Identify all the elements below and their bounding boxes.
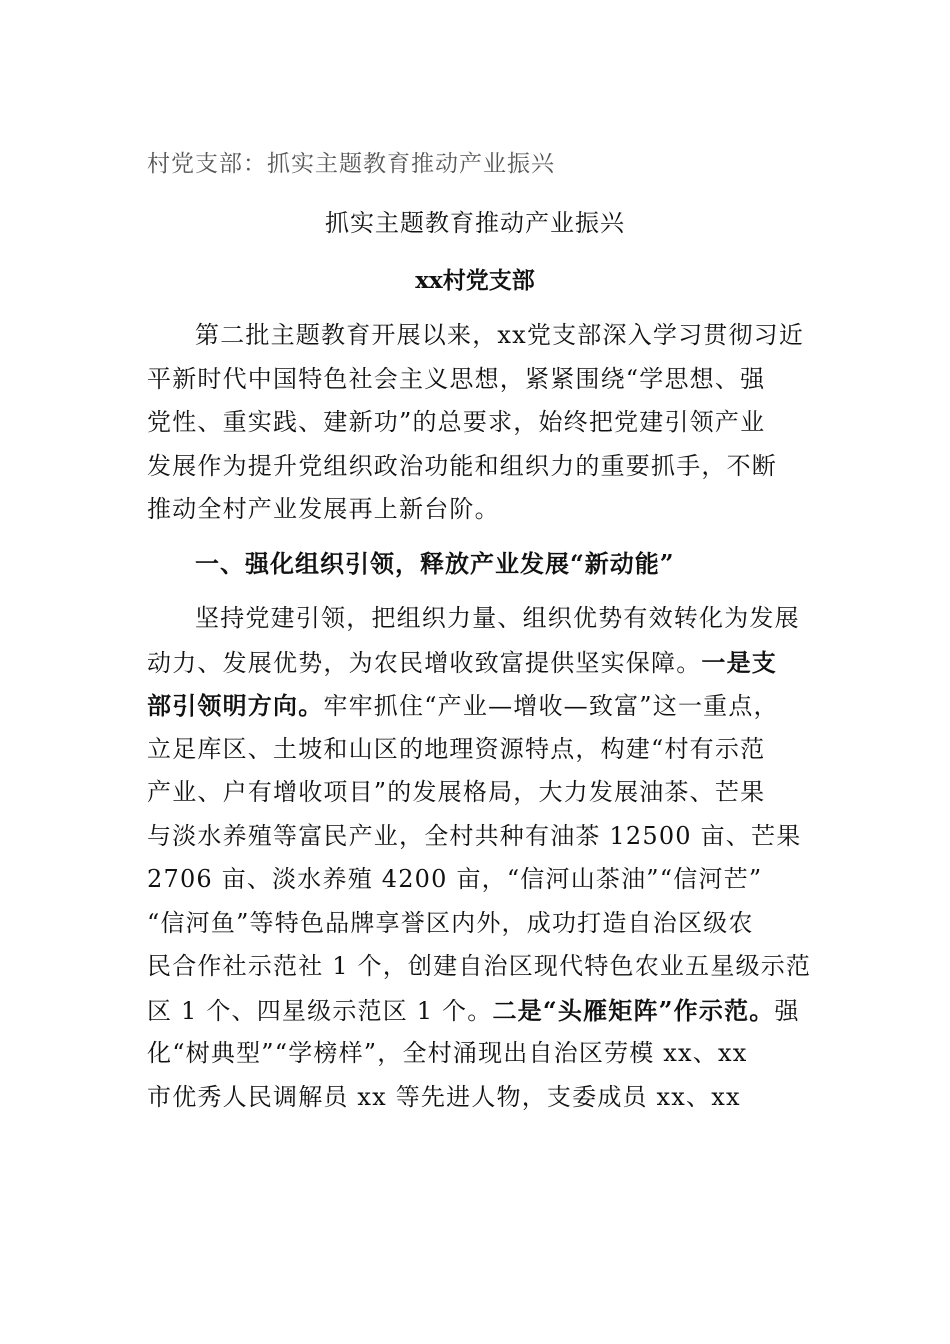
text-run: 强 — [774, 996, 800, 1025]
section-heading: 一、强化组织引领，释放产业发展“新动能” — [195, 549, 675, 578]
section-paragraph — [147, 597, 827, 1119]
paragraph-line: 党性、重实践、建新功”的总要求，始终把党建引领产业 — [147, 408, 766, 436]
paragraph-line: 市优秀人民调解员 xx 等先进人物，支委成员 xx、xx — [147, 1082, 741, 1111]
paragraph-line: 化“树典型”“学榜样”，全村涌现出自治区劳模 xx、xx — [147, 1039, 748, 1067]
paragraph-line: 推动全村产业发展再上新台阶。 — [147, 495, 500, 523]
text-run: 牢牢抓住“产业—增收—致富”这一重点， — [323, 692, 779, 720]
paragraph-line — [147, 684, 827, 728]
paragraph-line: “信河鱼”等特色品牌享誉区内外，成功打造自治区级农 — [147, 908, 754, 937]
paragraph-line: 与淡水养殖等富民产业，全村共种有油茶 12500 亩、芒果 — [147, 821, 802, 850]
bold-run: 部引领明方向。 — [147, 691, 324, 720]
paragraph-line — [147, 989, 827, 1033]
document-header: 村党支部：抓实主题教育推动产业振兴 — [147, 151, 555, 177]
paragraph-line: 民合作社示范社 1 个，创建自治区现代特色农业五星级示范 — [147, 952, 812, 980]
bold-run: 二是“头雁矩阵”作示范。 — [492, 995, 775, 1025]
paragraph-line: 坚持党建引领，把组织力量、组织优势有效转化为发展 — [195, 604, 800, 632]
intro-paragraph — [147, 314, 827, 532]
text-run: 区 1 个、四星级示范区 1 个。 — [147, 996, 493, 1025]
paragraph-line — [147, 641, 827, 685]
bold-run: 一是支 — [701, 647, 778, 677]
paragraph-line: 发展作为提升党组织政治功能和组织力的重要抓手，不断 — [147, 451, 777, 480]
document-title: 抓实主题教育推动产业振兴 — [325, 209, 625, 237]
text-run: 动力、发展优势，为农民增收致富提供坚实保障。 — [147, 648, 702, 677]
paragraph-line: 2706 亩、淡水养殖 4200 亩，“信河山茶油”“信河芒” — [147, 865, 763, 893]
document-author: xx村党支部 — [415, 267, 535, 294]
paragraph-line: 平新时代中国特色社会主义思想，紧紧围绕“学思想、强 — [147, 364, 766, 393]
paragraph-line: 第二批主题教育开展以来，xx党支部深入学习贯彻习近 — [195, 321, 805, 349]
paragraph-line: 产业、户有增收项目”的发展格局，大力发展油茶、芒果 — [147, 778, 766, 806]
paragraph-line: 立足库区、土坡和山区的地理资源特点，构建“村有示范 — [147, 734, 766, 763]
